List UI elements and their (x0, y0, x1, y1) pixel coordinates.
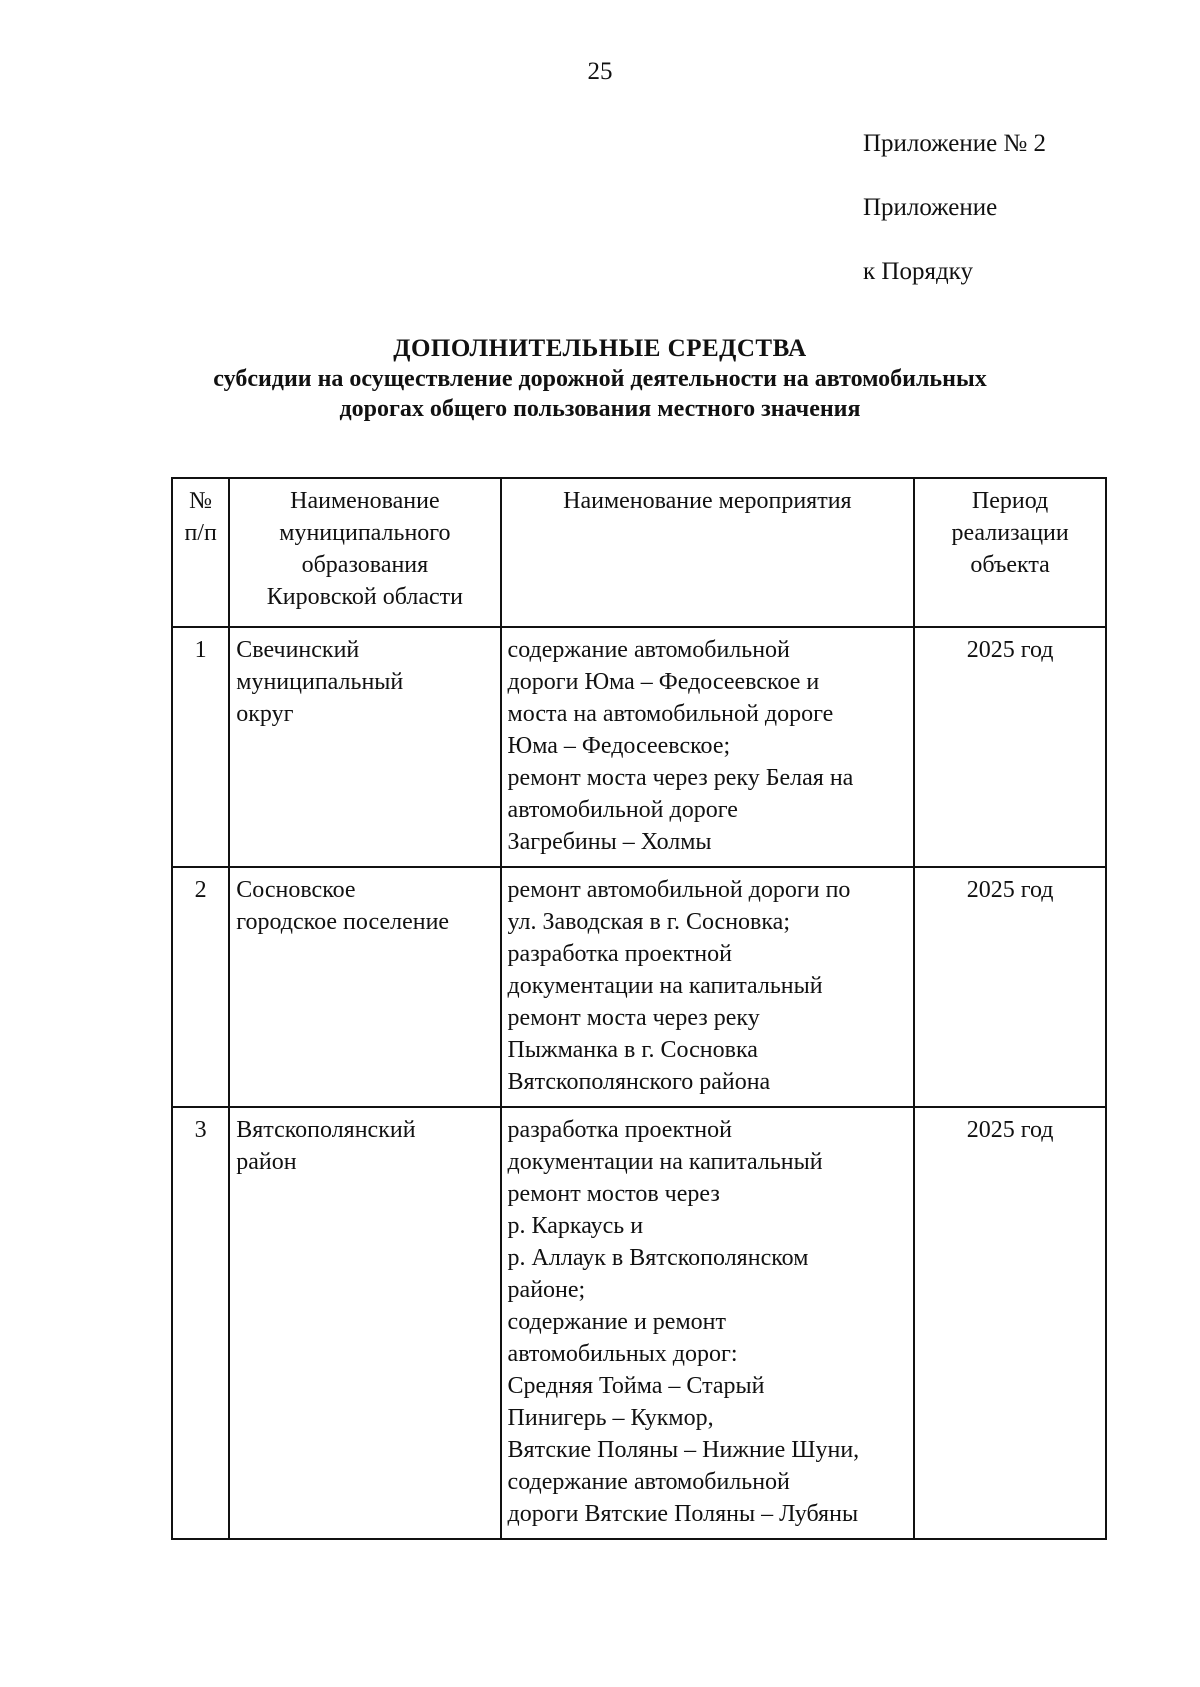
activity-cell-line: р. Каркаусь и (507, 1213, 644, 1239)
municipality-cell-line: городское поселение (236, 909, 450, 935)
table-row (172, 1107, 1106, 1539)
header-activity (501, 478, 915, 627)
municipality-cell (229, 1107, 500, 1539)
table-header-row (172, 478, 1106, 627)
activity-cell-line: ремонт автомобильной дороги по (507, 877, 851, 903)
activity-cell (501, 1107, 915, 1539)
header-period (914, 478, 1106, 627)
header-period-line: Период (971, 488, 1049, 514)
municipality-cell-line: округ (236, 701, 294, 727)
activity-cell-line: дороги Юма – Федосеевское и (507, 669, 820, 695)
appendix-line-3: к Порядку (863, 258, 973, 285)
period-cell: 2025 год (914, 867, 1106, 1107)
title-sub-1: субсидии на осуществление дорожной деятельности на автомобильных (213, 366, 987, 392)
activity-cell-line: содержание автомобильной (507, 1469, 790, 1495)
activity-cell (501, 867, 915, 1107)
activity-cell-line: р. Аллаук в Вятскополянском (507, 1245, 809, 1271)
title-main: ДОПОЛНИТЕЛЬНЫЕ СРЕДСТВА (393, 335, 807, 362)
appendix-block (863, 128, 1046, 320)
activity-cell-line: автомобильных дорог: (507, 1341, 738, 1367)
table-row (172, 867, 1106, 1107)
header-num (172, 478, 229, 627)
municipality-cell-line: Свечинский (236, 637, 360, 663)
activity-cell-line: Юма – Федосеевское; (507, 733, 731, 759)
header-activity-line: Наименование мероприятия (563, 488, 852, 514)
activity-cell-line: Средняя Тойма – Старый (507, 1373, 765, 1399)
activity-cell-line: Загребины – Холмы (507, 829, 712, 855)
period-cell: 2025 год (914, 1107, 1106, 1539)
row-number-cell: 3 (172, 1107, 229, 1539)
header-municipality (229, 478, 500, 627)
municipality-cell (229, 867, 500, 1107)
activity-cell-line: Пыжманка в г. Сосновка (507, 1037, 758, 1063)
header-period-line: объекта (970, 552, 1050, 578)
funds-table (171, 477, 1107, 1540)
activity-cell-line: районе; (507, 1277, 586, 1303)
row-number-cell: 1 (172, 627, 229, 867)
row-number-cell: 2 (172, 867, 229, 1107)
activity-cell-line: содержание автомобильной (507, 637, 790, 663)
activity-cell-line: документации на капитальный (507, 973, 823, 999)
municipality-cell-line: Сосновское (236, 877, 356, 903)
activity-cell-line: Вятские Поляны – Нижние Шуни, (507, 1437, 860, 1463)
activity-cell-line: документации на капитальный (507, 1149, 823, 1175)
activity-cell-line: ремонт мостов через (507, 1181, 720, 1207)
activity-cell-line: моста на автомобильной дороге (507, 701, 834, 727)
header-num-line: № (189, 488, 213, 514)
activity-cell-line: ремонт моста через реку Белая на (507, 765, 854, 791)
document-title (0, 334, 1200, 424)
activity-cell-line: дороги Вятские Поляны – Лубяны (507, 1501, 859, 1527)
header-municipality-line: муниципального (279, 520, 451, 546)
activity-cell-line: Пинигерь – Кукмор, (507, 1405, 714, 1431)
header-municipality-line: Наименование (290, 488, 440, 514)
activity-cell-line: ул. Заводская в г. Сосновка; (507, 909, 790, 935)
activity-cell-line: Вятскополянского района (507, 1069, 771, 1095)
header-municipality-line: Кировской области (266, 584, 463, 610)
appendix-line-1: Приложение № 2 (863, 130, 1047, 157)
table-body (172, 627, 1106, 1539)
municipality-cell (229, 627, 500, 867)
page-number: 25 (587, 58, 613, 85)
activity-cell-line: разработка проектной (507, 1117, 732, 1143)
activity-cell (501, 627, 915, 867)
activity-cell-line: разработка проектной (507, 941, 732, 967)
table-row (172, 627, 1106, 867)
header-municipality-line: образования (301, 552, 429, 578)
period-cell: 2025 год (914, 627, 1106, 867)
municipality-cell-line: муниципальный (236, 669, 404, 695)
header-period-line: реализации (951, 520, 1069, 546)
header-num-line: п/п (184, 520, 217, 546)
municipality-cell-line: Вятскополянский (236, 1117, 416, 1143)
title-sub-2: дорогах общего пользования местного значения (339, 396, 861, 422)
activity-cell-line: автомобильной дороге (507, 797, 738, 823)
activity-cell-line: ремонт моста через реку (507, 1005, 760, 1031)
appendix-line-2: Приложение (863, 194, 998, 221)
activity-cell-line: содержание и ремонт (507, 1309, 726, 1335)
municipality-cell-line: район (236, 1149, 297, 1175)
